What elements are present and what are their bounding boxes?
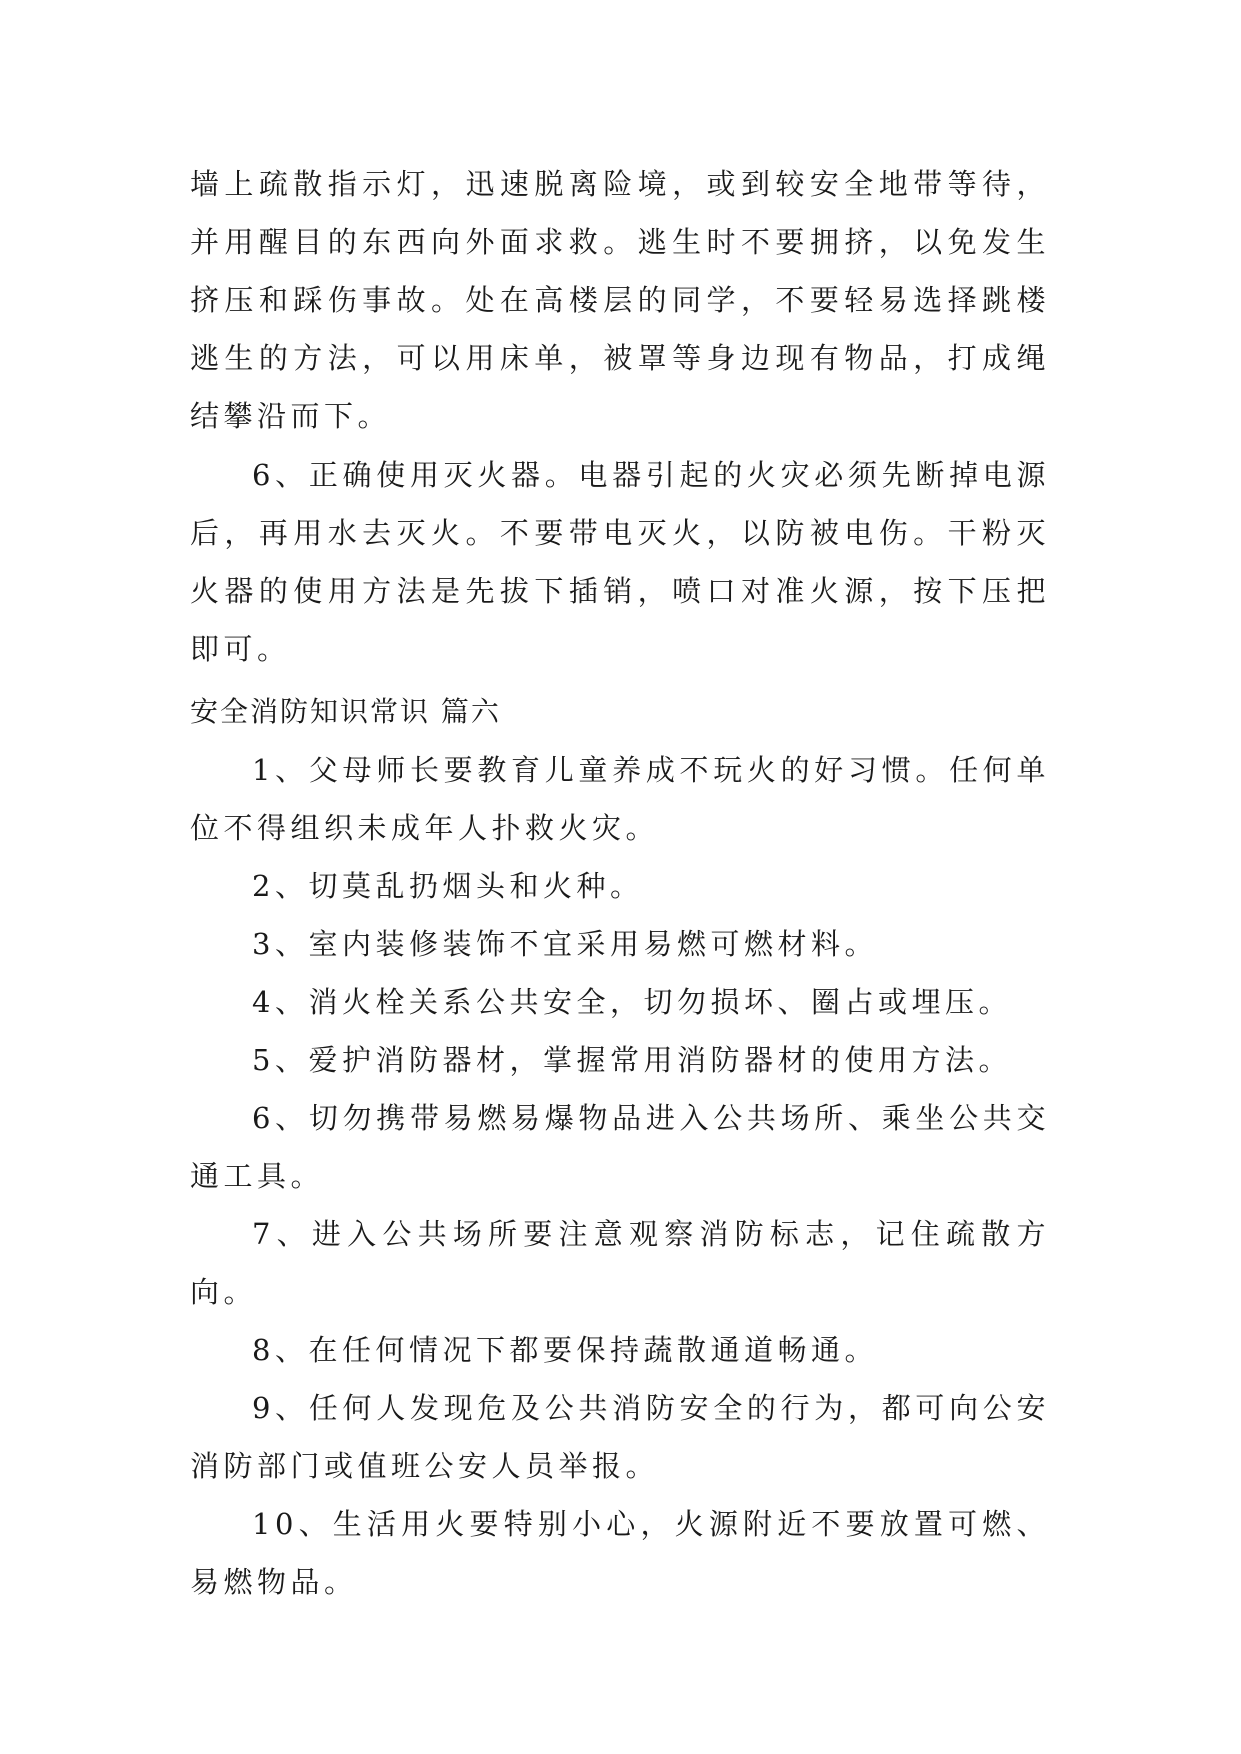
- list-item: 2、切莫乱扔烟头和火种。: [252, 869, 644, 903]
- continuation-block: [190, 155, 1050, 445]
- fire-extinguisher-block: [190, 446, 1050, 678]
- list-item: 10、生活用火要特别小心，火源附近不要放置可燃、易燃物品。: [190, 1507, 1050, 1599]
- continuation-paragraph: 墙上疏散指示灯，迅速脱离险境，或到较安全地带等待，并用醒目的东西向外面求救。逃生时不要拥挤，以免发生挤压和踩伤事故。处在高楼层的同学，不要轻易选择跳楼逃生的方法，可以用床单，被罩等身边现有物品，打成绳结攀沿而下。: [190, 167, 1050, 433]
- list-item: 1、父母师长要教育儿童养成不玩火的好习惯。任何单位不得组织未成年人扑救火灾。: [190, 753, 1050, 845]
- list-item: 7、进入公共场所要注意观察消防标志，记住疏散方向。: [190, 1217, 1050, 1309]
- list-item: 8、在任何情况下都要保持蔬散通道畅通。: [252, 1333, 878, 1367]
- list-item: 4、消火栓关系公共安全，切勿损坏、圈占或埋压。: [252, 985, 1012, 1019]
- list-item: 6、切勿携带易燃易爆物品进入公共场所、乘坐公共交通工具。: [190, 1101, 1050, 1193]
- section-heading: 安全消防知识常识 篇六: [190, 695, 501, 728]
- list-item: 5、爱护消防器材，掌握常用消防器材的使用方法。: [252, 1043, 1012, 1077]
- list-item: 9、任何人发现危及公共消防安全的行为，都可向公安消防部门或值班公安人员举报。: [190, 1391, 1050, 1483]
- list-item: 3、室内装修装饰不宜采用易燃可燃材料。: [252, 927, 878, 961]
- tips-list: [190, 741, 1050, 1611]
- item-6-paragraph: 6、正确使用灭火器。电器引起的火灾必须先断掉电源后，再用水去灭火。不要带电灭火，以防被电伤。干粉灭火器的使用方法是先拔下插销，喷口对准火源，按下压把即可。: [190, 458, 1050, 666]
